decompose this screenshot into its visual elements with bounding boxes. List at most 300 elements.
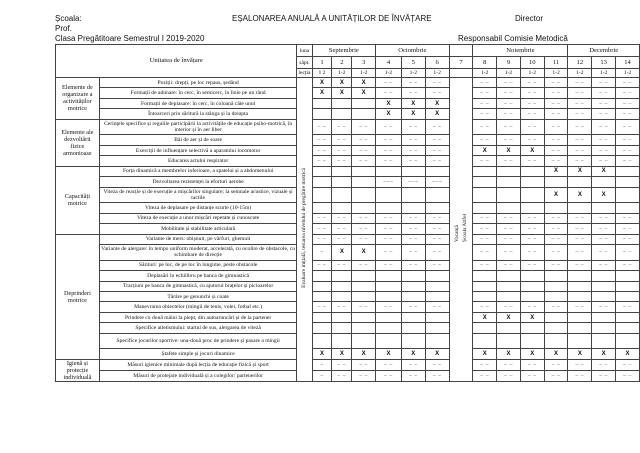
week-mark: X: [332, 245, 352, 261]
week-mark: X: [425, 109, 449, 119]
week-number: 11: [544, 57, 568, 69]
week-mark: ~ ~: [616, 245, 640, 261]
week-mark: ~ ~: [520, 224, 544, 234]
week-mark: [425, 203, 449, 213]
week-mark: ~ ~: [592, 260, 616, 270]
week-mark: X: [332, 78, 352, 88]
week-mark: [616, 271, 640, 281]
month-dec: Decembrie: [568, 45, 640, 57]
week-mark: ~ ~: [376, 245, 402, 261]
week-mark: ~ ~: [352, 135, 376, 145]
week-mark: ~~~: [401, 177, 425, 187]
week-mark: ~ ~: [425, 88, 449, 98]
week-mark: [401, 187, 425, 203]
week-mark: ~~~: [425, 177, 449, 187]
week-mark: [332, 187, 352, 203]
week-mark: ~ ~: [401, 245, 425, 261]
week-mark: ~ ~: [352, 260, 376, 270]
week-mark: [616, 187, 640, 203]
week-mark: X: [401, 109, 425, 119]
week-mark: [520, 281, 544, 291]
week-mark: [616, 323, 640, 333]
objective-row: [56, 213, 640, 223]
week-number: 2: [332, 57, 352, 69]
week-mark: ~ ~: [568, 78, 592, 88]
week-mark: [312, 292, 332, 302]
week-mark: [352, 312, 376, 322]
objective-label: Viteza de deplasare pe distanțe scurte (10-15m): [99, 203, 297, 213]
week-mark: ~ ~: [520, 135, 544, 145]
week-mark: [497, 177, 521, 187]
week-mark: ~ ~: [592, 98, 616, 108]
week-mark: [568, 203, 592, 213]
unit-header: Unitatea de învățare: [56, 45, 297, 78]
objective-row: [56, 187, 640, 203]
week-mark: ~ ~: [376, 145, 402, 155]
week-mark: [352, 166, 376, 176]
director-label: Director: [515, 14, 544, 23]
objective-label: Întoarceri prin săritură la stânga și la dreapta: [99, 109, 297, 119]
week-mark: ~ ~: [592, 224, 616, 234]
objective-row: [56, 234, 640, 244]
week-mark: [473, 333, 497, 349]
week-mark: X: [312, 349, 332, 359]
week-mark: [376, 292, 402, 302]
week-mark: [352, 109, 376, 119]
objective-label: Sărituri: pe loc, de pe loc în lungime, peste obstacole: [99, 260, 297, 270]
week-mark: [544, 323, 568, 333]
week-mark: [473, 166, 497, 176]
week-mark: ~ ~: [544, 234, 568, 244]
week-mark: ~ ~: [473, 245, 497, 261]
week-mark: ~ ~: [520, 260, 544, 270]
week-mark: [592, 203, 616, 213]
week-mark: ~ ~: [544, 145, 568, 155]
week-mark: [401, 281, 425, 291]
lesson-count: 1-2: [352, 69, 376, 78]
week-mark: [616, 203, 640, 213]
objective-label: Variante de alergare: în tempo uniform moderat, accelerată, cu ocolire de obstacole, cu schimbare de direcție: [101, 246, 296, 259]
week-mark: [352, 187, 376, 203]
objective-row: [56, 302, 640, 312]
week-mark: ~ ~: [592, 109, 616, 119]
week-mark: ~ ~: [332, 145, 352, 155]
week-mark: [312, 109, 332, 119]
week-mark: ~ ~: [592, 302, 616, 312]
week-mark: [592, 323, 616, 333]
vacation-label: Vacanță: [454, 225, 461, 243]
week-number: 7: [449, 57, 473, 69]
week-mark: ~ ~: [520, 109, 544, 119]
week-mark: [520, 292, 544, 302]
week-mark: [332, 271, 352, 281]
week-mark: ~ ~: [332, 156, 352, 166]
week-mark: [312, 312, 332, 322]
week-mark: X: [352, 78, 376, 88]
week-mark: ~ ~: [401, 370, 425, 381]
week-mark: [544, 281, 568, 291]
week-mark: [376, 166, 402, 176]
week-mark: ~ ~: [473, 260, 497, 270]
week-mark: [312, 323, 332, 333]
objective-label: Manevrarea obiectelor (mingii de tenis, volei, fotbal etc.): [99, 302, 297, 312]
week-mark: ~ ~: [376, 119, 402, 135]
objective-label: Educarea actului respirator: [99, 156, 297, 166]
week-mark: ~ ~: [616, 145, 640, 155]
objective-label: Măsuri igienice minimale după lecția de educație fizică și sport: [99, 359, 297, 370]
week-mark: ~ ~: [473, 88, 497, 98]
week-number: 1: [312, 57, 332, 69]
week-mark: ~ ~: [592, 370, 616, 381]
week-mark: [376, 312, 402, 322]
week-number: 4: [376, 57, 402, 69]
week-mark: [352, 281, 376, 291]
week-mark: X: [568, 187, 592, 203]
week-mark: [497, 281, 521, 291]
week-mark: ~ ~: [520, 359, 544, 370]
objective-label: Tracțiuni pe banca de gimnastică, cu ajutorul brațelor și picioarelor: [99, 281, 297, 291]
week-mark: ~ ~: [332, 302, 352, 312]
week-mark: ~ ~: [376, 302, 402, 312]
week-mark: ~ ~: [376, 359, 402, 370]
objective-row: [56, 323, 640, 333]
week-mark: ~ ~: [616, 359, 640, 370]
eval-vertical-label: Evaluare inițială, testarea nivelului de pregătire motrică: [301, 168, 308, 289]
week-mark: ~ ~: [497, 245, 521, 261]
week-mark: ~ ~: [592, 213, 616, 223]
week-mark: ~ ~: [425, 224, 449, 234]
week-mark: [376, 203, 402, 213]
week-mark: ~ ~: [497, 234, 521, 244]
month-nov: Noiembrie: [473, 45, 568, 57]
week-mark: [520, 323, 544, 333]
week-mark: ~ ~: [401, 145, 425, 155]
week-mark: X: [401, 98, 425, 108]
objective-row: [56, 260, 640, 270]
objective-row: [56, 203, 640, 213]
week-mark: [544, 333, 568, 349]
week-mark: ~ ~: [332, 260, 352, 270]
week-mark: [497, 333, 521, 349]
week-mark: [352, 271, 376, 281]
week-mark: ~ ~: [616, 213, 640, 223]
week-mark: ~ ~: [592, 359, 616, 370]
week-mark: [376, 323, 402, 333]
week-mark: ~ ~: [544, 119, 568, 135]
week-mark: [616, 333, 640, 349]
objective-label: Formații de adunare: în cerc, în semicerc, în linie pe un rând: [99, 88, 297, 98]
week-mark: ~ ~: [497, 135, 521, 145]
week-mark: ~ ~: [473, 98, 497, 108]
week-mark: [312, 98, 332, 108]
week-mark: ~ ~: [544, 370, 568, 381]
week-mark: ~ ~: [332, 135, 352, 145]
week-mark: [616, 292, 640, 302]
week-mark: X: [544, 349, 568, 359]
week-mark: ~ ~: [520, 119, 544, 135]
week-mark: ~ ~: [425, 213, 449, 223]
week-mark: X: [376, 109, 402, 119]
week-mark: [568, 271, 592, 281]
week-mark: [592, 271, 616, 281]
week-mark: ~ ~: [376, 156, 402, 166]
week-mark: [332, 281, 352, 291]
week-mark: ~: [312, 359, 332, 370]
week-mark: ~ ~: [376, 213, 402, 223]
week-mark: ~ ~: [520, 88, 544, 98]
week-mark: ~ ~: [616, 88, 640, 98]
week-number: 6: [425, 57, 449, 69]
week-mark: ~ ~: [520, 213, 544, 223]
week-mark: ~ ~: [616, 370, 640, 381]
week-mark: ~ ~: [497, 224, 521, 234]
week-mark: X: [520, 349, 544, 359]
week-mark: ~ ~: [376, 234, 402, 244]
week-mark: ~ ~: [568, 302, 592, 312]
week-mark: [568, 323, 592, 333]
week-mark: ~ ~: [352, 224, 376, 234]
week-mark: X: [497, 312, 521, 322]
week-mark: ~ ~: [497, 109, 521, 119]
week-mark: X: [312, 78, 332, 88]
week-mark: [425, 187, 449, 203]
week-mark: ~ ~: [332, 224, 352, 234]
week-mark: ~ ~: [473, 359, 497, 370]
week-mark: ~ ~: [592, 119, 616, 135]
week-mark: ~ ~: [425, 119, 449, 135]
week-mark: [544, 292, 568, 302]
week-mark: ~ ~: [425, 302, 449, 312]
week-mark: [520, 177, 544, 187]
objective-label: Târâre pe genunchi și coate: [99, 292, 297, 302]
week-mark: ~ ~: [401, 224, 425, 234]
week-mark: ~ ~: [312, 260, 332, 270]
week-mark: [312, 166, 332, 176]
week-mark: [352, 177, 376, 187]
week-mark: X: [568, 166, 592, 176]
week-mark: ~ ~: [520, 234, 544, 244]
objective-label: Viteza de reacție și de execuție a mișcărilor singulare; la semnale acustice, vizuale și tactile: [99, 187, 297, 203]
week-mark: ~ ~: [616, 302, 640, 312]
week-mark: ~ ~: [568, 260, 592, 270]
lesson-count: 1-2: [401, 69, 425, 78]
section-name: Igienă și protecție individuală: [56, 359, 100, 381]
week-mark: [312, 187, 332, 203]
week-mark: ~ ~: [592, 245, 616, 261]
objective-row: [56, 312, 640, 322]
week-mark: ~ ~: [332, 370, 352, 381]
week-mark: ~ ~: [425, 234, 449, 244]
document-title: EȘALONAREA ANUALĂ A UNITĂȚILOR DE ÎNVĂȚARE: [232, 14, 432, 23]
week-mark: ~ ~: [544, 213, 568, 223]
school-altfel-label: Școala Altfel: [461, 214, 468, 243]
week-mark: ~ ~: [544, 302, 568, 312]
week-mark: X: [332, 88, 352, 98]
week-mark: ~ ~: [401, 88, 425, 98]
vacation-gap: [449, 45, 473, 57]
week-mark: ~ ~: [401, 302, 425, 312]
objective-label: Viteza de execuție a unor mișcări repetate și cunoscute: [99, 213, 297, 223]
week-mark: X: [473, 349, 497, 359]
objective-row: [56, 88, 640, 98]
week-mark: ~ ~: [352, 370, 376, 381]
objective-row: [56, 224, 640, 234]
week-mark: ~ ~: [497, 260, 521, 270]
week-mark: ~ ~: [401, 135, 425, 145]
week-mark: ~ ~: [616, 234, 640, 244]
lesson-count: 1-2: [376, 69, 402, 78]
lesson-count: 1-2: [332, 69, 352, 78]
week-mark: ~ ~: [473, 156, 497, 166]
week-mark: ~ ~: [592, 78, 616, 88]
week-mark: [312, 271, 332, 281]
lesson-count: 1-2: [544, 69, 568, 78]
week-mark: ~ ~: [616, 156, 640, 166]
class-semester: Clasa Pregătitoare Semestrul I 2019-2020: [55, 34, 205, 43]
week-mark: [425, 333, 449, 349]
week-mark: [312, 333, 332, 349]
week-mark: ~ ~: [568, 234, 592, 244]
week-mark: X: [352, 88, 376, 98]
week-mark: X: [352, 349, 376, 359]
week-mark: ~ ~: [425, 135, 449, 145]
week-mark: [568, 177, 592, 187]
week-mark: ~ ~: [312, 224, 332, 234]
week-mark: [497, 187, 521, 203]
week-mark: ~ ~: [473, 109, 497, 119]
week-mark: ~ ~: [473, 119, 497, 135]
week-mark: ~ ~: [425, 359, 449, 370]
week-mark: [332, 292, 352, 302]
week-mark: ~ ~: [568, 98, 592, 108]
week-mark: [473, 203, 497, 213]
week-mark: ~ ~: [312, 135, 332, 145]
week-mark: ~ ~: [544, 245, 568, 261]
lesson-count: 1-2: [616, 69, 640, 78]
objective-label: Formații de deplasare: în cerc, în coloană câte unul: [99, 98, 297, 108]
week-mark: X: [376, 98, 402, 108]
week-mark: ~ ~: [592, 145, 616, 155]
week-mark: ~ ~: [568, 213, 592, 223]
week-mark: [616, 281, 640, 291]
week-mark: ~ ~: [473, 370, 497, 381]
week-mark: [376, 271, 402, 281]
week-mark: [425, 281, 449, 291]
week-mark: ~ ~: [473, 78, 497, 88]
week-mark: ~ ~: [544, 98, 568, 108]
week-label: săpt.: [297, 57, 312, 69]
week-mark: [473, 187, 497, 203]
week-mark: [520, 166, 544, 176]
week-mark: ~ ~: [520, 245, 544, 261]
week-mark: X: [497, 145, 521, 155]
week-mark: ~ ~: [616, 260, 640, 270]
objective-row: [56, 333, 640, 349]
week-mark: ~ ~: [497, 156, 521, 166]
week-mark: ~ ~: [544, 88, 568, 98]
objective-label: Băi de aer și de soare: [99, 135, 297, 145]
week-mark: ~ ~: [425, 370, 449, 381]
week-mark: ~ ~: [401, 213, 425, 223]
week-mark: [376, 187, 402, 203]
week-mark: ~ ~: [401, 156, 425, 166]
week-mark: [497, 203, 521, 213]
week-mark: ~ ~: [616, 109, 640, 119]
objective-row: [56, 119, 640, 135]
lesson-count: 1-2: [568, 69, 592, 78]
week-mark: ~ ~: [568, 245, 592, 261]
week-mark: ~ ~: [473, 224, 497, 234]
week-mark: [544, 312, 568, 322]
week-mark: ~ ~: [401, 359, 425, 370]
week-mark: [497, 292, 521, 302]
week-mark: [568, 292, 592, 302]
week-mark: ~ ~: [497, 370, 521, 381]
week-mark: [312, 203, 332, 213]
week-mark: X: [592, 166, 616, 176]
week-mark: [544, 177, 568, 187]
week-mark: ~ ~: [544, 260, 568, 270]
week-mark: ~ ~: [376, 88, 402, 98]
objective-label: Prindere cu două mâini la piept, din autoaruncări și de la partener: [99, 312, 297, 322]
lesson-count: 1-2: [425, 69, 449, 78]
week-mark: ~: [312, 370, 332, 381]
month-label: luna: [297, 45, 312, 57]
week-mark: [312, 281, 332, 291]
week-mark: [352, 98, 376, 108]
week-mark: X: [544, 187, 568, 203]
week-mark: ~ ~: [520, 302, 544, 312]
week-mark: [473, 292, 497, 302]
week-mark: ~ ~: [497, 213, 521, 223]
week-mark: X: [473, 145, 497, 155]
week-mark: X: [544, 166, 568, 176]
week-mark: ~ ~: [401, 260, 425, 270]
week-mark: ~ ~: [312, 156, 332, 166]
week-number: 13: [592, 57, 616, 69]
objective-row: [56, 370, 640, 381]
week-mark: ~ ~: [544, 109, 568, 119]
school-label: Școala:: [55, 14, 82, 23]
week-mark: ~ ~: [312, 302, 332, 312]
week-mark: ~ ~: [352, 234, 376, 244]
week-mark: ~ ~: [312, 119, 332, 135]
week-mark: ~ ~: [568, 156, 592, 166]
week-mark: [312, 177, 332, 187]
week-mark: ~ ~: [520, 78, 544, 88]
week-mark: [332, 333, 352, 349]
objective-label: Deplasări în echilibru pe banca de gimnastică: [99, 271, 297, 281]
week-mark: [592, 281, 616, 291]
week-mark: ~ ~: [352, 213, 376, 223]
section-name: Deprinderi motrice: [56, 234, 100, 359]
week-mark: ~ ~: [376, 260, 402, 270]
week-mark: ~ ~: [352, 119, 376, 135]
week-mark: ~ ~: [568, 135, 592, 145]
week-mark: ~ ~: [497, 302, 521, 312]
section-name: Elemente de organizare a activităților motrice: [56, 78, 100, 120]
week-mark: ~ ~: [376, 224, 402, 234]
week-mark: [520, 187, 544, 203]
week-mark: ~ ~: [376, 135, 402, 145]
week-mark: ~ ~: [568, 370, 592, 381]
week-mark: [592, 177, 616, 187]
week-mark: [473, 177, 497, 187]
week-mark: ~ ~: [497, 359, 521, 370]
week-mark: [401, 292, 425, 302]
week-mark: ~ ~: [332, 213, 352, 223]
week-mark: ~ ~: [312, 145, 332, 155]
